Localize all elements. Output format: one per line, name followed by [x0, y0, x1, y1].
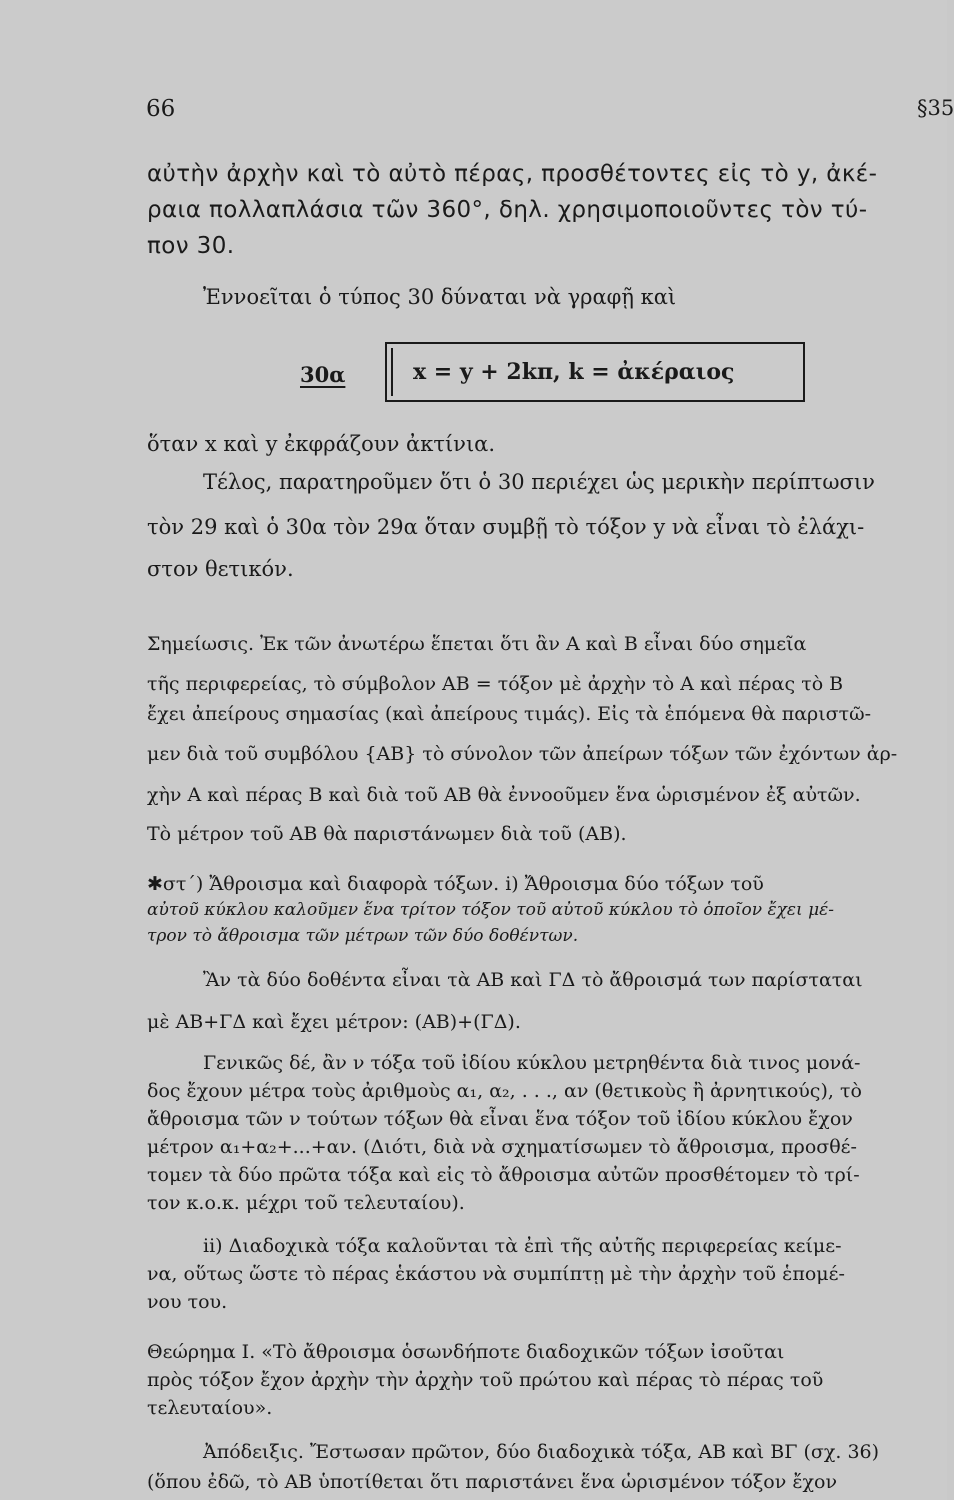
text-line: Τέλος, παρατηροῦμεν ὅτι ὁ 30 περιέχει ὡς μερικὴν περίπτωσιν	[203, 470, 875, 494]
text-line: αὐτὴν ἀρχὴν καὶ τὸ αὐτὸ πέρας, προσθέτοντες εἰς τὸ y, ἀκέ-	[147, 161, 878, 187]
text-line: ii) Διαδοχικὰ τόξα καλοῦνται τὰ ἐπὶ τῆς αὐτῆς περιφερείας κείμε-	[203, 1235, 842, 1257]
text-line: δος ἔχουν μέτρα τοὺς ἀριθμοὺς α₁, α₂, . . ., αν (θετικοὺς ἢ ἀρνητικούς), τὸ	[147, 1080, 862, 1102]
section-mark: §35	[917, 96, 954, 120]
text-line: τὸν 29 καὶ ὁ 30α τὸν 29α ὅταν συμβῇ τὸ τόξον y νὰ εἶναι τὸ ἐλάχι-	[147, 515, 865, 539]
text-line: ἔχει ἀπείρους σημασίας (καὶ ἀπείρους τιμάς). Εἰς τὰ ἑπόμενα θὰ παριστῶ-	[147, 703, 872, 725]
proof-line: Ἀπόδειξις. Ἔστωσαν πρῶτον, δύο διαδοχικὰ τόξα, ΑΒ καὶ ΒΓ (σχ. 36)	[203, 1441, 880, 1463]
text-line: χὴν Α καὶ πέρας Β καὶ διὰ τοῦ ΑΒ θὰ ἐννοοῦμεν ἕνα ὡρισμένον ἐξ αὐτῶν.	[147, 784, 861, 806]
text-line: Σημείωσις. Ἐκ τῶν ἀνωτέρω ἕπεται ὅτι ἂν Α καὶ Β εἶναι δύο σημεῖα	[147, 633, 807, 655]
text-line: ραια πολλαπλάσια τῶν 360°, δηλ. χρησιμοποιοῦντες τὸν τύ-	[147, 197, 868, 223]
text-line: ὅταν x καὶ y ἐκφράζουν ἀκτίνια.	[147, 432, 496, 456]
formula-text: x = y + 2kπ, k = ἀκέραιος	[413, 359, 735, 385]
text-line: τῆς περιφερείας, τὸ σύμβολον ΑΒ = τόξον μὲ ἀρχὴν τὸ Α καὶ πέρας τὸ Β	[147, 673, 844, 695]
formula-label: 30α	[300, 362, 346, 387]
text-line: αὐτοῦ κύκλου καλοῦμεν ἕνα τρίτον τόξον τοῦ αὐτοῦ κύκλου τὸ ὁποῖον ἔχει μέ-	[147, 900, 835, 920]
theorem-line: πρὸς τόξον ἔχον ἀρχὴν τὴν ἀρχὴν τοῦ πρώτου καὶ πέρας τὸ πέρας τοῦ	[147, 1369, 824, 1391]
text-line: τον κ.ο.κ. μέχρι τοῦ τελευταίου).	[147, 1192, 465, 1214]
theorem-line: Θεώρημα I. «Τὸ ἄθροισμα ὁσωνδήποτε διαδοχικῶν τόξων ἰσοῦται	[147, 1341, 785, 1363]
text-line: νου του.	[147, 1291, 228, 1313]
section-heading: ✱στ΄) Ἄθροισμα καὶ διαφορὰ τόξων. i) Ἄθροισμα δύο τόξων τοῦ	[147, 873, 764, 895]
text-line: τρον τὸ ἄθροισμα τῶν μέτρων τῶν δύο δοθέντων.	[147, 926, 579, 946]
text-line: Ἐννοεῖται ὁ τύπος 30 δύναται νὰ γραφῇ καὶ	[203, 285, 677, 309]
text-line: τομεν τὰ δύο πρῶτα τόξα καὶ εἰς τὸ ἄθροισμα αὐτῶν προσθέτομεν τὸ τρί-	[147, 1164, 860, 1186]
text-line: μεν διὰ τοῦ συμβόλου {ΑΒ} τὸ σύνολον τῶν ἀπείρων τόξων τῶν ἐχόντων ἀρ-	[147, 743, 898, 765]
text-line: πον 30.	[147, 233, 235, 259]
text-line: στον θετικόν.	[147, 557, 294, 581]
text-line: να, οὕτως ὥστε τὸ πέρας ἑκάστου νὰ συμπίπτῃ μὲ τὴν ἀρχὴν τοῦ ἑπομέ-	[147, 1263, 845, 1285]
text-line: Τὸ μέτρον τοῦ ΑΒ θὰ παριστάνωμεν διὰ τοῦ (ΑΒ).	[147, 823, 627, 845]
text-line: ἄθροισμα τῶν ν τούτων τόξων θὰ εἶναι ἕνα τόξον τοῦ ἰδίου κύκλου ἔχον	[147, 1108, 853, 1130]
theorem-line: τελευταίου».	[147, 1397, 273, 1419]
text-line: μὲ ΑΒ+ΓΔ καὶ ἔχει μέτρον: (ΑΒ)+(ΓΔ).	[147, 1011, 521, 1033]
page-number: 66	[146, 96, 176, 122]
text-line: Γενικῶς δέ, ἂν ν τόξα τοῦ ἰδίου κύκλου μετρηθέντα διὰ τινος μονά-	[203, 1052, 861, 1074]
proof-line: (ὅπου ἐδῶ, τὸ ΑΒ ὑποτίθεται ὅτι παριστάνει ἕνα ὡρισμένον τόξον ἔχον	[147, 1471, 838, 1493]
text-line: Ἂν τὰ δύο δοθέντα εἶναι τὰ ΑΒ καὶ ΓΔ τὸ ἄθροισμά των παρίσταται	[203, 969, 863, 991]
formula-box	[385, 342, 805, 402]
text-line: μέτρον α₁+α₂+...+αν. (Διότι, διὰ νὰ σχηματίσωμεν τὸ ἄθροισμα, προσθέ-	[147, 1136, 857, 1158]
